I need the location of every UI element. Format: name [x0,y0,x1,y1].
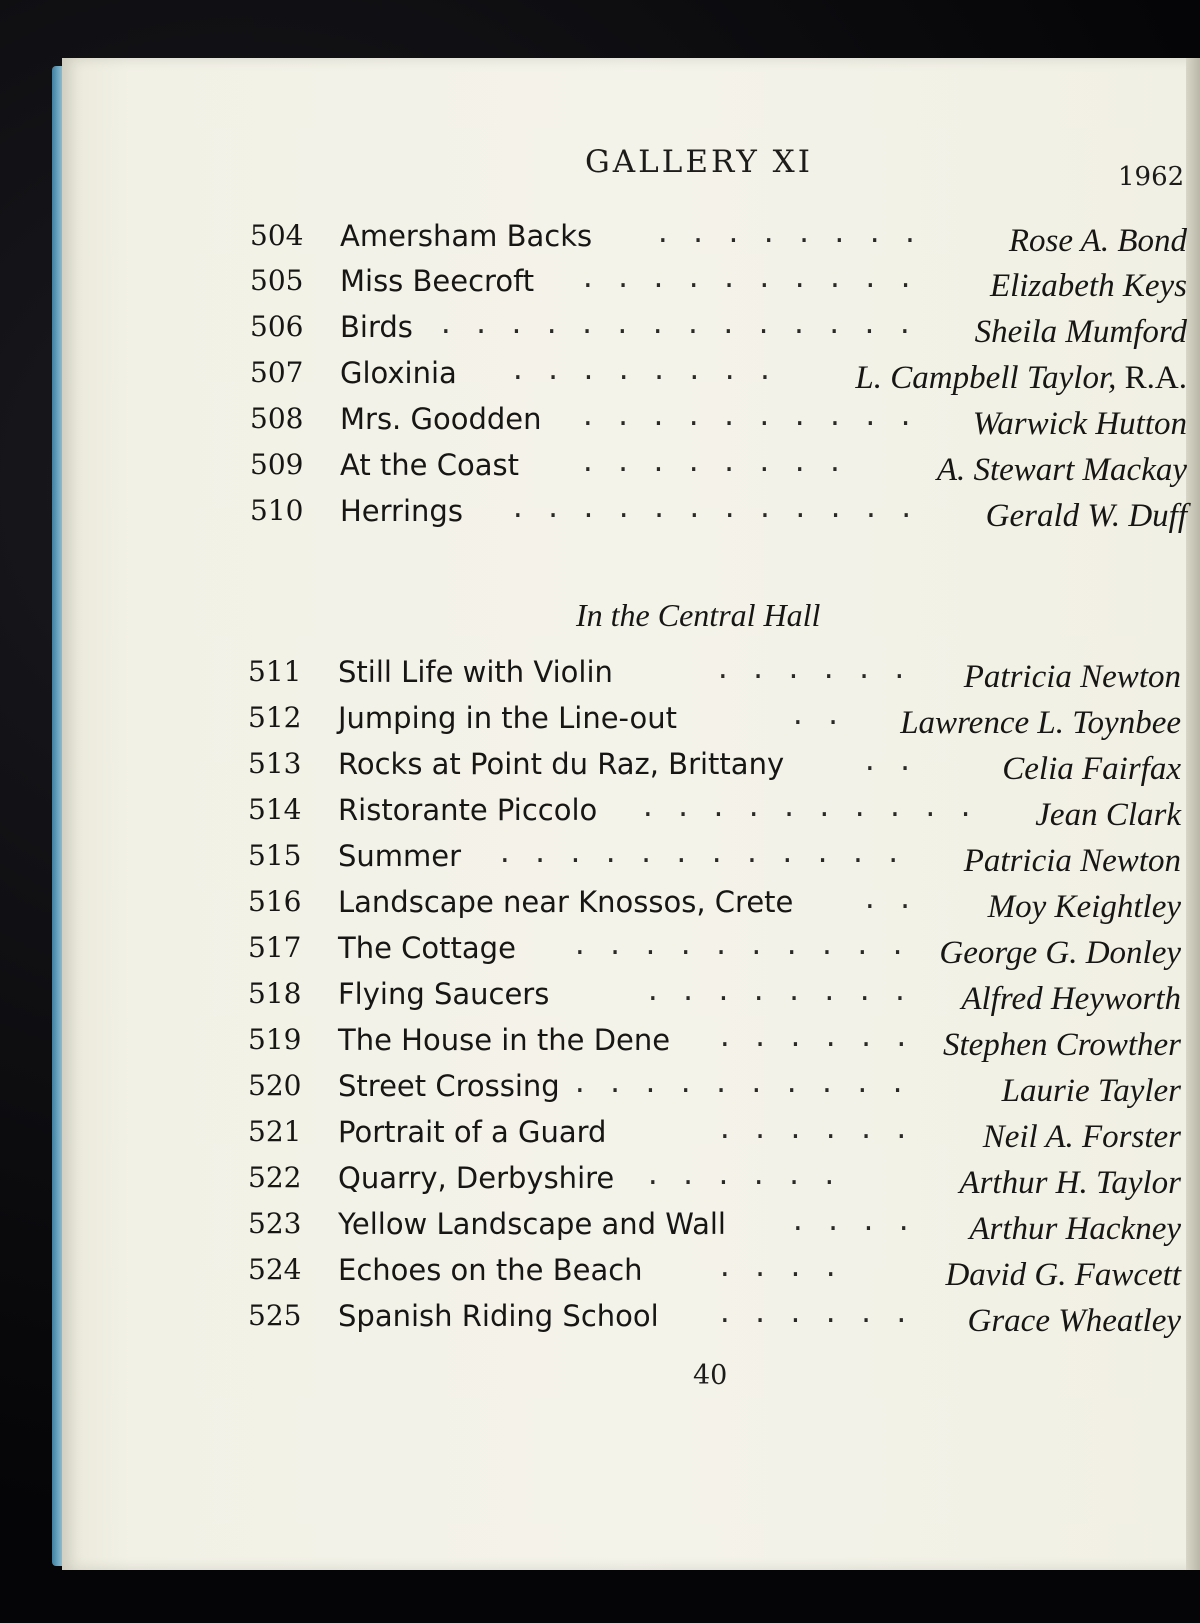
entry-row [0,885,1200,927]
leader-dots: . . . . . . . . . . [580,264,916,294]
entry-row [0,1253,1200,1295]
entry-row [0,356,1200,398]
entry-title: Amersham Backs [340,219,593,253]
entry-row [0,494,1200,536]
entry-row [0,793,1200,835]
entry-title: Miss Beecroft [340,264,535,298]
entry-row [0,839,1200,881]
entry-artist: Patricia Newton [963,843,1181,879]
leader-dots: . . . . . . . . . . [580,402,916,432]
entry-row [0,310,1200,352]
entry-title: The Cottage [338,931,516,965]
entry-row [0,1115,1200,1157]
entry-artist: Patricia Newton [963,659,1181,695]
entry-number: 508 [250,402,304,435]
entry-number: 520 [248,1069,302,1102]
entry-title: Still Life with Violin [338,655,613,689]
entry-artist: Alfred Heyworth [961,981,1181,1017]
entry-number: 515 [248,839,302,872]
entry-row [0,448,1200,490]
entry-row [0,264,1200,306]
entry-number: 513 [248,747,302,780]
leader-dots: . . . . . . [645,1161,840,1191]
entry-number: 511 [248,655,302,688]
entry-number: 523 [248,1207,302,1240]
leader-dots: . . . . [717,1253,841,1283]
gallery-heading: GALLERY XI [585,144,813,180]
entry-artist: Arthur H. Taylor [959,1165,1181,1201]
page-header [0,144,1200,192]
entry-title: Street Crossing [338,1069,560,1103]
leader-dots: . . . . . . . . [580,448,845,478]
entry-row [0,701,1200,743]
entry-artist: A. Stewart Mackay [936,452,1187,488]
entry-number: 524 [248,1253,302,1286]
entry-artist: Rose A. Bond [1008,223,1187,259]
leader-dots: . . . . . . . . . . . . [497,839,904,869]
entry-title: Portrait of a Guard [338,1115,607,1149]
entry-row [0,1069,1200,1111]
page-number: 40 [693,1360,728,1391]
entry-title: Summer [338,839,462,873]
entry-number: 525 [248,1299,302,1332]
entry-number: 505 [250,264,304,297]
entry-title: Gloxinia [340,356,457,390]
leader-dots: . . . . . . . . [510,356,775,386]
entry-row [0,1299,1200,1341]
entry-number: 504 [250,219,304,252]
entry-row [0,655,1200,697]
entry-artist: Laurie Tayler [1001,1073,1181,1109]
entry-number: 507 [250,356,304,389]
entry-artist: Lawrence L. Toynbee [900,705,1181,741]
entry-artist: Gerald W. Duff [985,498,1187,534]
entry-number: 521 [248,1115,302,1148]
entry-title: Birds [340,310,413,344]
leader-dots: . . . . . . . . . . [640,793,976,823]
entry-title: Echoes on the Beach [338,1253,643,1287]
entry-title: Jumping in the Line-out [338,701,678,735]
entry-row [0,1161,1200,1203]
entry-number: 510 [250,494,304,527]
entry-number: 522 [248,1161,302,1194]
leader-dots: . . . . . . . . . . [572,931,908,961]
entry-number: 512 [248,701,302,734]
entry-title: Flying Saucers [338,977,550,1011]
entry-title: The House in the Dene [338,1023,671,1057]
entry-title: Quarry, Derbyshire [338,1161,615,1195]
entry-artist: Warwick Hutton [972,406,1187,442]
entry-row [0,219,1200,261]
leader-dots: . . . . . . . . [645,977,910,1007]
entry-row [0,1023,1200,1065]
leader-dots: . . . . . . . . . . . . [510,494,917,524]
entry-artist: L. Campbell Taylor, R.A. [855,360,1187,396]
entry-artist: Elizabeth Keys [989,268,1187,304]
entry-number: 509 [250,448,304,481]
entry-artist: Sheila Mumford [974,314,1187,350]
entry-artist: Jean Clark [1035,797,1181,833]
entry-title: At the Coast [340,448,519,482]
entry-artist: Moy Keightley [987,889,1181,925]
entry-number: 514 [248,793,302,826]
entry-artist: George G. Donley [939,935,1181,971]
leader-dots: . . . . . . . . . . [572,1069,908,1099]
artist-honours: R.A. [1124,360,1187,396]
entry-artist: David G. Fawcett [945,1257,1181,1293]
leader-dots: . . . . . . . . . . . . . . [438,310,915,340]
leader-dots: . . . . [790,1207,914,1237]
leader-dots: . . . . . . [717,1115,912,1145]
leader-dots: . . [862,885,915,915]
entry-row [0,931,1200,973]
entry-title: Rocks at Point du Raz, Brittany [338,747,785,781]
entry-artist: Neil A. Forster [982,1119,1181,1155]
entry-number: 506 [250,310,304,343]
entry-title: Landscape near Knossos, Crete [338,885,794,919]
entry-artist: Celia Fairfax [1002,751,1181,787]
entry-row [0,402,1200,444]
entry-title: Ristorante Piccolo [338,793,598,827]
entry-title: Yellow Landscape and Wall [338,1207,726,1241]
leader-dots: . . [790,701,843,731]
entry-number: 517 [248,931,302,964]
entry-number: 516 [248,885,302,918]
entry-title: Herrings [340,494,463,528]
leader-dots: . . . . . . . . [655,219,920,249]
leader-dots: . . . . . . [717,1299,912,1329]
entry-artist: Arthur Hackney [969,1211,1181,1247]
entry-number: 519 [248,1023,302,1056]
entry-title: Spanish Riding School [338,1299,659,1333]
entry-artist: Grace Wheatley [967,1303,1181,1339]
leader-dots: . . . . . . [715,655,910,685]
entry-row [0,977,1200,1019]
entry-number: 518 [248,977,302,1010]
catalogue-year: 1962 [1118,162,1185,192]
leader-dots: . . . . . . [717,1023,912,1053]
entry-title: Mrs. Goodden [340,402,542,436]
leader-dots: . . [862,747,915,777]
entry-artist: Stephen Crowther [942,1027,1181,1063]
entry-row [0,1207,1200,1249]
entry-row [0,747,1200,789]
